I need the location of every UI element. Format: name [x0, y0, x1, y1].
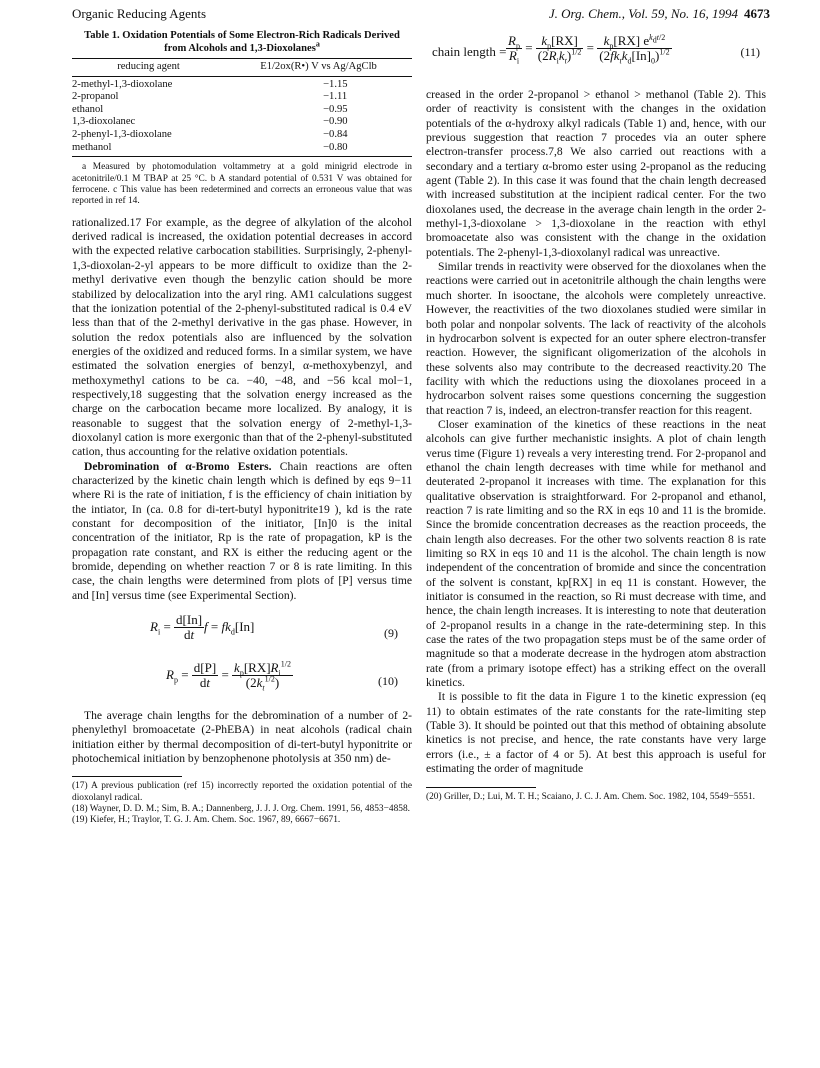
footnote: (20) Griller, D.; Lui, M. T. H.; Scaiano, J. C. J. Am. Chem. Soc. 1982, 104, 5549−5551. — [426, 791, 756, 802]
table-cell-agent: methanol — [72, 142, 225, 157]
table-cell-agent: 2-phenyl-1,3-dioxolane — [72, 128, 172, 140]
equation-10-number: (10) — [378, 674, 398, 689]
equation-10-formula: $R_p$ = $\frac{d[P]}{dt}$ = $\frac{k_p[RX]R_i^{1/2}}{(2k_t^{1/2})}$ — [166, 659, 291, 693]
left-footnotes — [72, 781, 412, 826]
equation-10 — [72, 661, 412, 699]
table-1-footnote: a Measured by photomodulation voltammetry at a gold minigrid electrode in acetonitrile/0.1 M TBAP at 25 °C. b A standard potential of 0.531 V was obtained for ferrocene. c This value has been redetermined and corrects an erroneous value that was reported in ref 14. — [72, 162, 412, 207]
footnote: (17) A previous publication (ref 15) incorrectly reported the oxidation potential of the dioxolanyl radical. — [72, 781, 412, 803]
table-row — [72, 91, 412, 104]
table-cell-agent: ethanol — [72, 103, 104, 115]
table-row — [72, 104, 412, 117]
paragraph: creased in the order 2-propanol > ethanol > methanol (Table 2). This order of reactivity is consistent with the changes in the oxidation potentials of the α-hydroxy alkyl radicals (Table 1) and, hence, with our previous suggestion that reaction 7 procedes via an outer sphere electron-transfer process.7,8 We also carried out reactions with a secondary and a tertiary α-bromo ester using 2-propanol as the reducing agent (Table 2). In this case it was found that the chain length decreased with increased substitution at the incipient radical center. For the two dioxolanes used, the decrease in the average chain length in the order 2-methyl-1,3-dioxolane > 1,3-dioxolane in the reaction with ethyl bromoacetate also was consistent with the change in the oxidation potentials. The 2-phenyl-1,3-dioxolanyl radical was unreactive. — [426, 88, 766, 259]
equation-11-number: (11) — [740, 45, 760, 59]
equation-11-formula: $\frac{R_p}{R_i}$ = $\frac{k_p[RX]}{(2R_ik_t)^{1/2}}$ = $\frac{k_p[RX] e^{k_dt/2}}{(2fk_tk_d[In]_0)^{1/2}}$ — [508, 32, 670, 66]
table-1-caption — [72, 30, 412, 55]
column-header-potential: E1/2ox(R•) V vs Ag/AgClb — [225, 59, 412, 77]
paragraph: Similar trends in reactivity were observed for the dioxolanes when the reactions were carried out in acetonitrile although the chain lengths were much shorter. In isooctane, the alcohols were completely unreactive. However, the reactivities of the two dioxolanes studied were similar in both polar and nonpolar solvents. The lack of reactivity of the alcohols in hydrocarbon solvent is expected for an outer sphere electron-transfer reaction. However, the significant oligomerization of the alcohols in these solvents also may contribute to the decreased reactivity.20 The facility with which the reductions using the dioxolanes proceed in a hydrocarbon solvent raises some questions concerning the suggestion that reaction 7 is, indeed, an electron-transfer reaction for this reagent. — [426, 260, 766, 417]
footnote: (19) Kiefer, H.; Traylor, T. G. J. Am. Chem. Soc. 1967, 89, 6667−6671. — [72, 815, 341, 826]
table-1 — [72, 58, 412, 157]
right-column — [426, 30, 766, 803]
section-paragraph — [72, 460, 412, 603]
table-row — [72, 129, 412, 142]
table-row — [72, 76, 412, 91]
page-number: 4673 — [744, 6, 770, 21]
journal-citation — [549, 6, 770, 22]
paragraph: It is possible to fit the data in Figure 1 to the kinetic expression (eq 11) to obtain estimates of the rate constants for the rate-limiting step (Table 3). It should be pointed out that this method of obtaining absolute kinetics is not precise, and hence, the rate constants have very large errors (i.e., ± a factor of 4 or 5). At best this approach is useful for estimating the order of magnitude — [426, 690, 766, 776]
table-1-body — [72, 76, 412, 157]
table-cell-agent: 2-propanol — [72, 91, 119, 103]
table-cell-potential: −0.95 — [323, 103, 348, 115]
column-header-agent: reducing agent — [72, 59, 225, 77]
table-cell-potential: −0.84 — [323, 128, 348, 140]
running-head: Organic Reducing Agents — [72, 6, 207, 21]
equation-9 — [72, 613, 412, 651]
equation-11-label: chain length = — [432, 44, 507, 59]
table-cell-potential: −0.80 — [225, 142, 412, 157]
paragraph-text: Chain reactions are often characterized by the kinetic chain length which is defined by eqs 9−11 where Ri is the rate of initiation, f is the efficiency of chain initiation by the intiator, In (ca. 0.8 for di-tert-butyl hyponitrite19 ), kd is the rate constant for decomposition of the initiator, [In]0 is the inital concentration of the initiator, Rp is the rate of propagation, kP is the propagation rate constant, and RX is either the reducing agent or the bromide, depending on whether reaction 7 or 8 is rate limiting. In this case, the chain lengths were determined from plots of [P] versus time and [In] versus time (see Experimental Section). — [72, 459, 412, 602]
table-cell-potential: −0.90 — [323, 116, 348, 128]
right-footnotes — [426, 792, 766, 803]
equation-11 — [426, 30, 766, 80]
left-column — [72, 30, 412, 826]
footnote-divider — [426, 787, 536, 788]
paragraph: rationalized.17 For example, as the degree of alkylation of the alcohol derived radical is increased, the oxidation potential decreases in accord with the expected relative carbocation stabilities. Surprisingly, 2-phenyl-1,3-dioxolan-2-yl appears to be more difficult to oxidize than the 2-methyl derivative even though the benzylic cation should be more stabilized by delocalization into the aryl ring. AM1 calculations suggest that the ionization potential of the 2-phenyl-substituted radical is 0.4 eV less than that of the 2-methyl derivative in the gas phase. However, in solution the redox potentials also are influenced by the solvation energies of the oxidized and reduced forms. In a similar system, we have estimated the solvation energies of benzyl, α-methoxybenzyl, and methoxymethyl cations to be ca. −40, −48, and −56 kcal mol−1, respectively,18 suggesting that the solvation energy increased as the charge on the carbocation became more localized. By analogy, it is reasonable to suggest that the solvation energy of 2-methyl-1,3-dioxolanyl cation is more exergonic than that of the 2-phenyl-substituted cation, thus accounting for the relative oxidation potentials. — [72, 215, 412, 459]
paragraph: Closer examination of the kinetics of these reactions in the neat alcohols can give further mechanistic insights. A plot of chain length verus time (Figure 1) reveals a very interesting trend. For 2-propanol and ethanol the chain length decreases with time while for methanol and deuterated 2-propanol it increases with time. The explanation for this qualitative observation is straightforward. For 2-propanol and ethanol, reaction 7 is rate limiting and so the RX in eqs 10 and 11 is the bromide. Since the bromide concentration decreases as the reaction proceeds, the chain length also decreases. For the other two solvents reaction 8 is rate limiting so RX in eqs 10 and 11 is the alcohol. The chain length is now independent of the concentration of bromide and since the concentration of the solvent is constant, kp[RX] in eq 11 is constant. However, the initiator is consumed in the reaction, so Ri must decrease with time, and hence, the chain length increases. It is interesting to note that deuteration of 2-propanol results in a change in the rate-determining step. In this case the rates of the two propagation steps must be of the same order of magnitude so that a moderate decrease in the hydrogen atom abstraction rate (from a primary isotope effect) has a striking effect on the overall kinetics. — [426, 417, 766, 690]
paragraph: The average chain lengths for the debromination of a number of 2-phenylethyl bromoacetate (2-PhEBA) in neat alcohols (radical chain initiation either by thermal decomposition of di-tert-butyl hyponitrite or photochemical initiation by benzophenone photolysis at 350 nm) de- — [72, 709, 412, 766]
table-cell-potential: −1.15 — [323, 78, 348, 90]
table-cell-agent: 2-methyl-1,3-dioxolane — [72, 78, 173, 90]
table-header-row — [72, 59, 412, 77]
table-row — [72, 142, 412, 157]
journal-name: J. Org. Chem., Vol. 59, No. 16, 1994 — [548, 6, 738, 21]
table-1-caption-text: Table 1. Oxidation Potentials of Some Electron-Rich Radicals Derived from Alcohols and 1,3-Dioxolanes — [84, 30, 400, 54]
footnote-divider — [72, 776, 182, 777]
footnote: (18) Wayner, D. D. M.; Sim, B. A.; Dannenberg, J. J. J. Org. Chem. 1991, 56, 4853−4858. — [72, 803, 410, 814]
section-title: Debromination of α-Bromo Esters. — [84, 459, 272, 473]
table-cell-agent: 1,3-dioxolanec — [72, 116, 136, 128]
equation-9-number: (9) — [384, 626, 398, 641]
table-row — [72, 116, 412, 129]
table-cell-potential: −1.11 — [323, 91, 348, 103]
equation-9-formula: $R_i$ = $\frac{d[In]}{dt}$ $f = fk_d[In]$ — [150, 612, 255, 643]
table-1-caption-mark: a — [315, 38, 320, 48]
